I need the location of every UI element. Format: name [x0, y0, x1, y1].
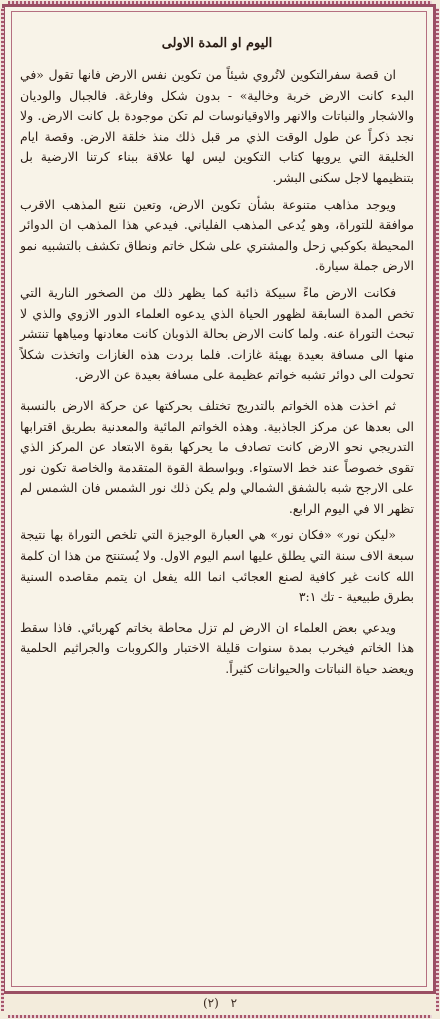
page-footer — [0, 996, 440, 1016]
paragraph-5: «ليكن نور» «فكان نور» هي العبارة الوجيزة التي تلخص التوراة بها نتيجة سبعة الاف سنة التي يطلق عليها اسم اليوم الاول. ولا يُستنتج من هذا ان كلمة الله كانت غير كافية لصنع العجائب انما الله يفعل ان يتمم مقاصده السنية بطرق طبيعية - تك ٣:١ — [20, 527, 414, 605]
page-number-parenthesized: (٢) — [202, 996, 219, 1010]
page-content — [20, 10, 414, 686]
paragraph-4: ثم اخذت هذه الخواتم بالتدريج تختلف بحركتها عن حركة الارض بالنسبة الى بعدها عن مركز الجاذبية. وهذه الخواتم المائية والمعدنية بطريق اقترابها التدريجي نحو الارض كانت تصادف ما يحركها بقوة الابتعاد عن المركز الذي تقوى خصوصاً عند خط الاستواء. وبواسطة القوة المتقدمة والخاصة تكون نور على الارجح شبه بالشفق الشمالي ولم يكن ذلك نور الشمس فان الشمس لم تظهر الا في اليوم الرابع. — [20, 397, 414, 516]
paragraph-3: فكانت الارض ماءً سبيكة ذائبة كما يظهر ذلك من الصخور النارية التي تخص المدة السابقة لظهور الحياة الذي يدعوه العلماء الدور الازوي والذي لا تبحث التوراة عنه. ولما كانت الارض بحالة الذوبان كانت معادنها ومياهها تنتشر منها الى مسافة بعيدة بهيئة غازات. فلما بردت هذه الغازات واتخذت شكلاً تحولت الى دوائر تشبه خواتم عظيمة على مسافة بعيدة عن الارض. — [20, 284, 415, 383]
border-pattern-right — [436, 8, 439, 1011]
border-pattern-left — [1, 8, 4, 1011]
page-number-arabic: ٢ — [230, 996, 238, 1010]
paragraph-6: ويدعي بعض العلماء ان الارض لم تزل محاطة بخاتم كهربائي. فاذا سقط هذا الخاتم فيخرب بمدة سنوات قليلة الاختبار والكروبات والجراثيم الحلمية ويعضد حياة النباتات والحيوانات كثيراً. — [20, 619, 414, 677]
border-pattern-top — [8, 1, 432, 4]
paragraph-2: ويوجد مذاهب متنوعة بشأن تكوين الارض، وتعين نتبع المذهب الاقرب موافقة للتوراة، وهو يُدعى المذهب الفلياني. فيدعي هذا المذهب ان الدوائر المحيطة بكوكبي زحل والمشتري على شكل خاتم ونطاق تكشف بالتشبيه نمو الارض جملة سيارة. — [20, 196, 414, 274]
page-title: اليوم او المدة الاولى — [161, 36, 273, 51]
paragraph-1: ان قصة سفرالتكوين لاتُروي شيئاً من تكوين نفس الارض فانها تقول «في البدء كانت الارض خربة وخالية» - بدون شكل وفارغة. فالجبال والوديان والاشجار والنباتات والانهر والاوقيانوسات لم تكن موجودة بل كانت الارض. ولا نجد ذكراً عن طول الوقت الذي مر قبل ذلك منذ خلقة الارض. وقصة ايام الخليقة التي يرويها كتاب التكوين ليس لها علاقة ببناء كرتنا الارضية بل بتنظيمها لاجل سكنى البشر. — [20, 67, 414, 185]
